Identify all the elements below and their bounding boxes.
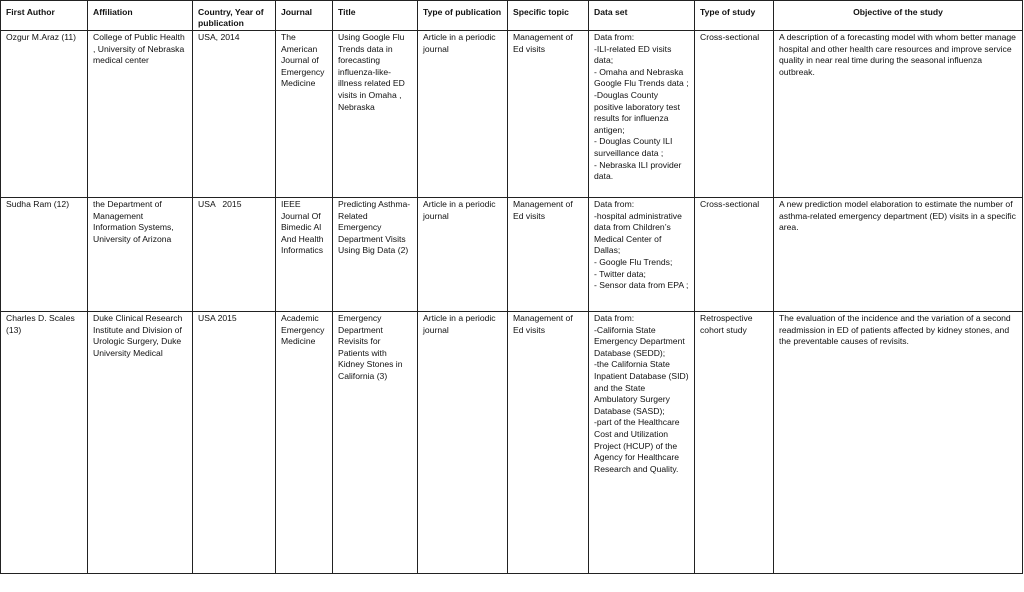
cell-title: Emergency Department Revisits for Patients with Kidney Stones in California (3) xyxy=(333,312,418,574)
cell-objective: A new prediction model elaboration to estimate the number of asthma-related emergency department (ED) visits in a specific area. xyxy=(774,198,1023,312)
header-specific-topic: Specific topic xyxy=(508,1,589,31)
data-set-line: - Nebraska ILI provider data. xyxy=(594,159,682,182)
header-first-author: First Author xyxy=(1,1,88,31)
cell-type-of-publication: Article in a periodic journal xyxy=(418,31,508,198)
header-type-of-publication: Type of publication xyxy=(418,1,508,31)
header-country-year: Country, Year of publication xyxy=(193,1,276,31)
data-set-line: Data from: xyxy=(594,32,635,42)
data-set-line: Data from: xyxy=(594,199,635,209)
data-set-line: Data from: xyxy=(594,313,635,323)
data-set-line: - Omaha and Nebraska Google Flu Trends data ; xyxy=(594,66,689,89)
header-affiliation: Affiliation xyxy=(88,1,193,31)
cell-type-of-study: Cross-sectional xyxy=(695,31,774,198)
table-row xyxy=(1,312,1023,574)
data-set-line: -Douglas County positive laboratory test results for influenza antigen; xyxy=(594,89,680,135)
cell-first-author: Sudha Ram (12) xyxy=(1,198,88,312)
table-header-row xyxy=(1,1,1023,31)
data-set-line: -the California State Inpatient Database (SID) and the State Ambulatory Surgery Database (SASD); xyxy=(594,359,689,416)
header-objective: Objective of the study xyxy=(774,1,1023,31)
cell-first-author: Charles D. Scales (13) xyxy=(1,312,88,574)
cell-journal: IEEE Journal Of Bimedic Al And Health Informatics xyxy=(276,198,333,312)
cell-specific-topic: Management of Ed visits xyxy=(508,31,589,198)
cell-affiliation: the Department of Management Information Systems, University of Arizona xyxy=(88,198,193,312)
header-type-of-study: Type of study xyxy=(695,1,774,31)
header-journal: Journal xyxy=(276,1,333,31)
cell-objective: The evaluation of the incidence and the variation of a second readmission in ED of patients affected by kidney stones, and the preventable causes of revisits. xyxy=(774,312,1023,574)
data-set-line: - Sensor data from EPA ; xyxy=(594,280,689,291)
cell-type-of-study: Retrospective cohort study xyxy=(695,312,774,574)
cell-country-year: USA 2015 xyxy=(193,312,276,574)
cell-country-year: USA 2015 xyxy=(193,198,276,312)
data-set-line: - Google Flu Trends; xyxy=(594,256,673,267)
data-set-line: -part of the Healthcare Cost and Utilization Project (HCUP) of the Agency for Healthcare Research and Quality. xyxy=(594,417,680,474)
cell-type-of-publication: Article in a periodic journal xyxy=(418,198,508,312)
data-set-line: -California State Emergency Department Database (SEDD); xyxy=(594,324,685,358)
header-data-set: Data set xyxy=(589,1,695,31)
cell-specific-topic: Management of Ed visits xyxy=(508,312,589,574)
cell-type-of-publication: Article in a periodic journal xyxy=(418,312,508,574)
cell-title: Using Google Flu Trends data in forecasting influenza-like-illness related ED visits in Omaha , Nebraska xyxy=(333,31,418,198)
cell-title: Predicting Asthma-Related Emergency Department Visits Using Big Data (2) xyxy=(333,198,418,312)
data-set-line: -ILI-related ED visits data; xyxy=(594,43,672,66)
table-row xyxy=(1,198,1023,312)
cell-country-year: USA, 2014 xyxy=(193,31,276,198)
data-set-line: -hospital administrative data from Children’s Medical Center of Dallas; xyxy=(594,210,682,256)
header-title: Title xyxy=(333,1,418,31)
cell-journal: The American Journal of Emergency Medicine xyxy=(276,31,333,198)
cell-journal: Academic Emergency Medicine xyxy=(276,312,333,574)
cell-data-set xyxy=(589,312,695,574)
table-row xyxy=(1,31,1023,198)
cell-first-author: Ozgur M.Araz (11) xyxy=(1,31,88,198)
cell-affiliation: Duke Clinical Research Institute and Division of Urologic Surgery, Duke University Medical xyxy=(88,312,193,574)
data-set-line: - Twitter data; xyxy=(594,268,646,279)
cell-type-of-study: Cross-sectional xyxy=(695,198,774,312)
cell-affiliation: College of Public Health , University of Nebraska medical center xyxy=(88,31,193,198)
cell-data-set xyxy=(589,198,695,312)
cell-objective: A description of a forecasting model with whom better manage hospital and other health care resources and improve service quality in near real time during the seasonal influenza outbreak. xyxy=(774,31,1023,198)
cell-specific-topic: Management of Ed visits xyxy=(508,198,589,312)
cell-data-set xyxy=(589,31,695,198)
data-set-line: - Douglas County ILI surveillance data ; xyxy=(594,136,673,158)
